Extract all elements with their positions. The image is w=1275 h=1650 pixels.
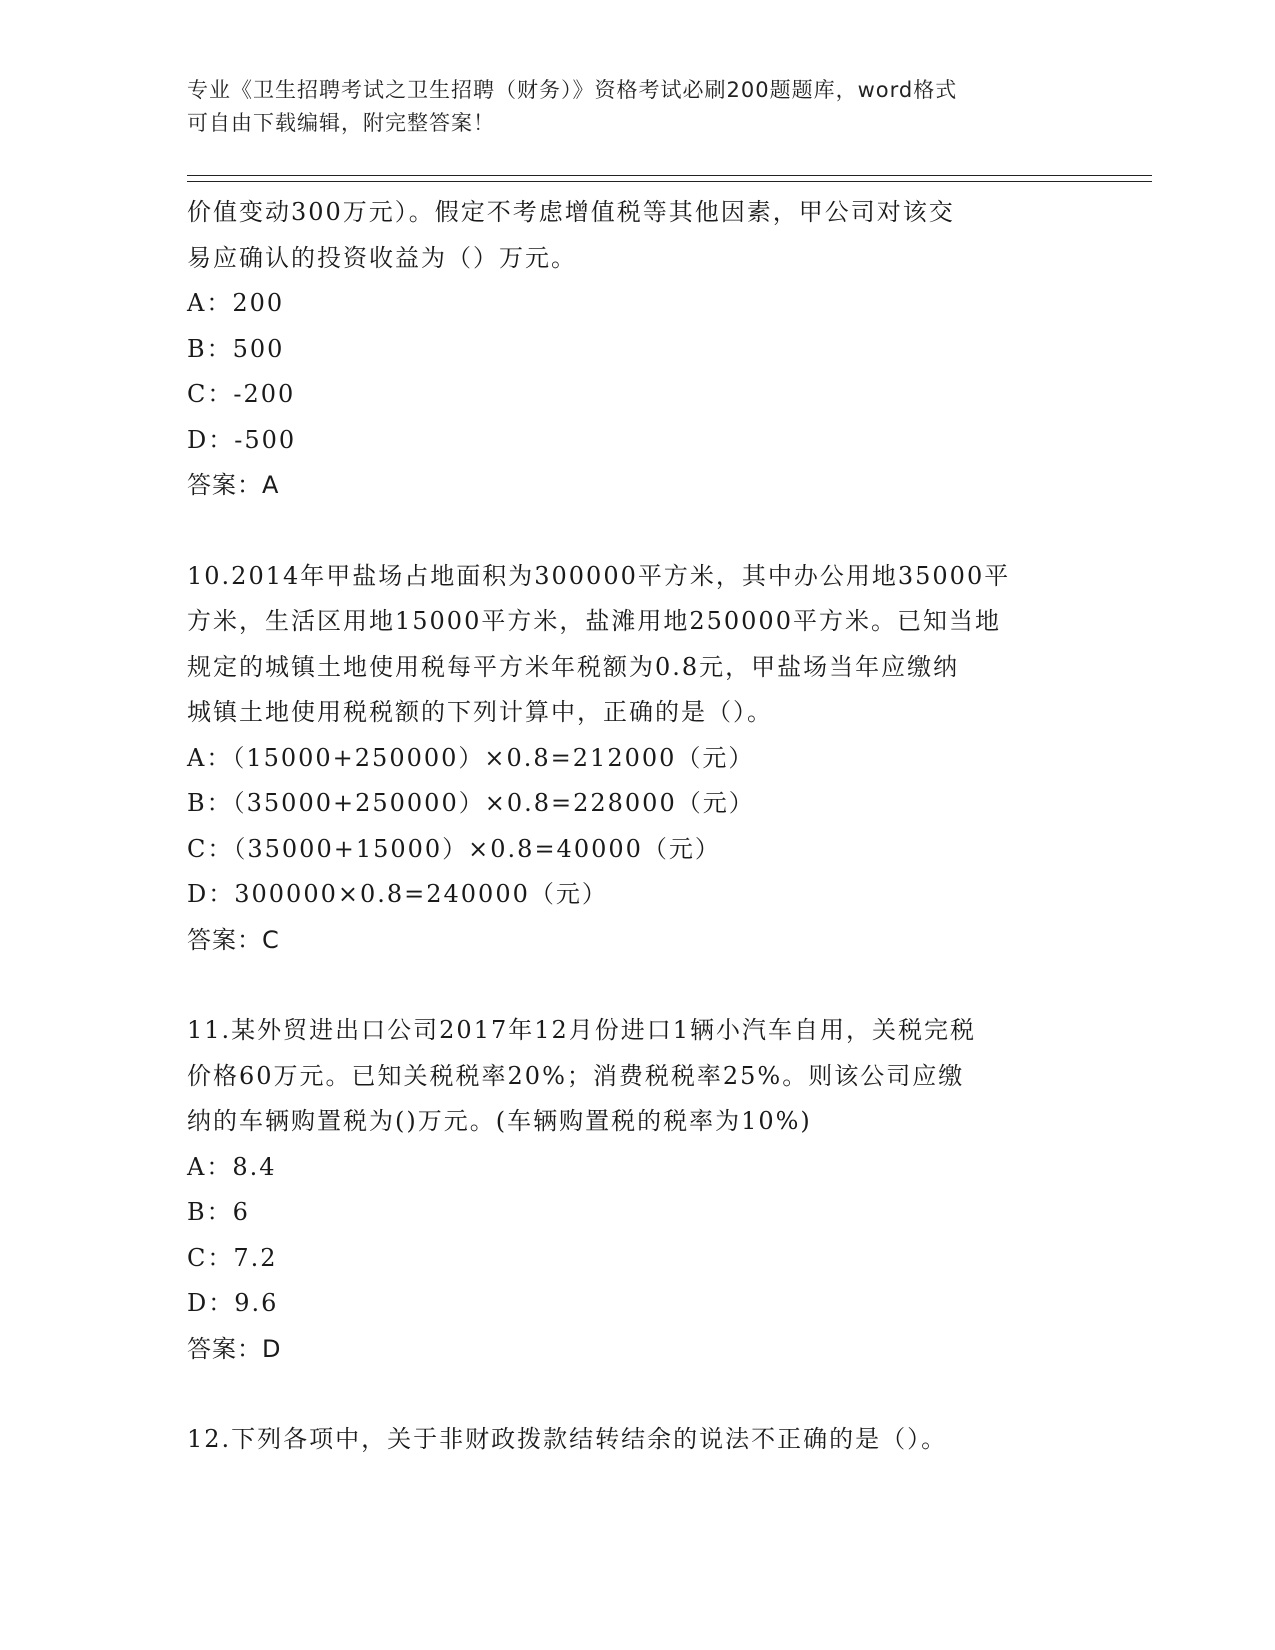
question-spacer	[187, 509, 1077, 554]
question-11	[187, 1008, 1077, 1372]
question-stem-line: 10.2014年甲盐场占地面积为300000平方米，其中办公用地35000平	[187, 561, 1011, 590]
document-body	[187, 190, 1077, 1463]
option-b: B：（35000+250000）×0.8=228000（元）	[187, 789, 755, 817]
question-stem-line: 规定的城镇土地使用税每平方米年税额为0.8元，甲盐场当年应缴纳	[187, 652, 960, 681]
question-10	[187, 554, 1077, 964]
document-header	[187, 74, 1067, 140]
question-stem-line: 易应确认的投资收益为（）万元。	[187, 243, 577, 272]
option-d: D：300000×0.8=240000（元）	[187, 880, 608, 908]
question-spacer	[187, 1372, 1077, 1417]
question-12	[187, 1417, 1077, 1463]
header-title-line-2: 可自由下载编辑，附完整答案！	[187, 111, 495, 135]
question-9	[187, 190, 1077, 509]
question-stem-line: 城镇土地使用税税额的下列计算中，正确的是（）。	[187, 698, 773, 726]
question-stem-line: 价格60万元。已知关税税率20%；消费税税率25%。则该公司应缴	[187, 1061, 965, 1090]
question-stem-line: 方米，生活区用地15000平方米，盐滩用地250000平方米。已知当地	[187, 607, 1001, 635]
header-rule-bottom	[187, 181, 1152, 182]
header-title-line-1: 专业《卫生招聘考试之卫生招聘（财务）》资格考试必刷200题题库，word格式	[187, 78, 958, 102]
answer-line: 答案：A	[187, 471, 280, 499]
question-stem-line: 纳的车辆购置税为()万元。(车辆购置税的税率为10%)	[187, 1107, 812, 1135]
option-a: A：8.4	[187, 1152, 277, 1181]
option-c: C：（35000+15000）×0.8=40000（元）	[187, 834, 721, 863]
question-stem-line: 价值变动300万元）。假定不考虑增值税等其他因素，甲公司对该交	[187, 198, 955, 226]
header-rule-top	[187, 175, 1152, 176]
option-c: C：-200	[187, 380, 296, 408]
answer-line: 答案：D	[187, 1334, 282, 1363]
option-b: B：500	[187, 334, 285, 363]
option-a: A：（15000+250000）×0.8=212000（元）	[187, 743, 755, 772]
question-spacer	[187, 963, 1077, 1008]
option-a: A：200	[187, 289, 285, 317]
option-d: D：-500	[187, 425, 297, 454]
option-d: D：9.6	[187, 1289, 279, 1317]
option-b: B：6	[187, 1198, 250, 1226]
question-stem-line: 12.下列各项中，关于非财政拨款结转结余的说法不正确的是（）。	[187, 1425, 948, 1453]
question-stem-line: 11.某外贸进出口公司2017年12月份进口1辆小汽车自用，关税完税	[187, 1016, 977, 1044]
option-c: C：7.2	[187, 1243, 278, 1272]
answer-line: 答案：C	[187, 925, 280, 954]
